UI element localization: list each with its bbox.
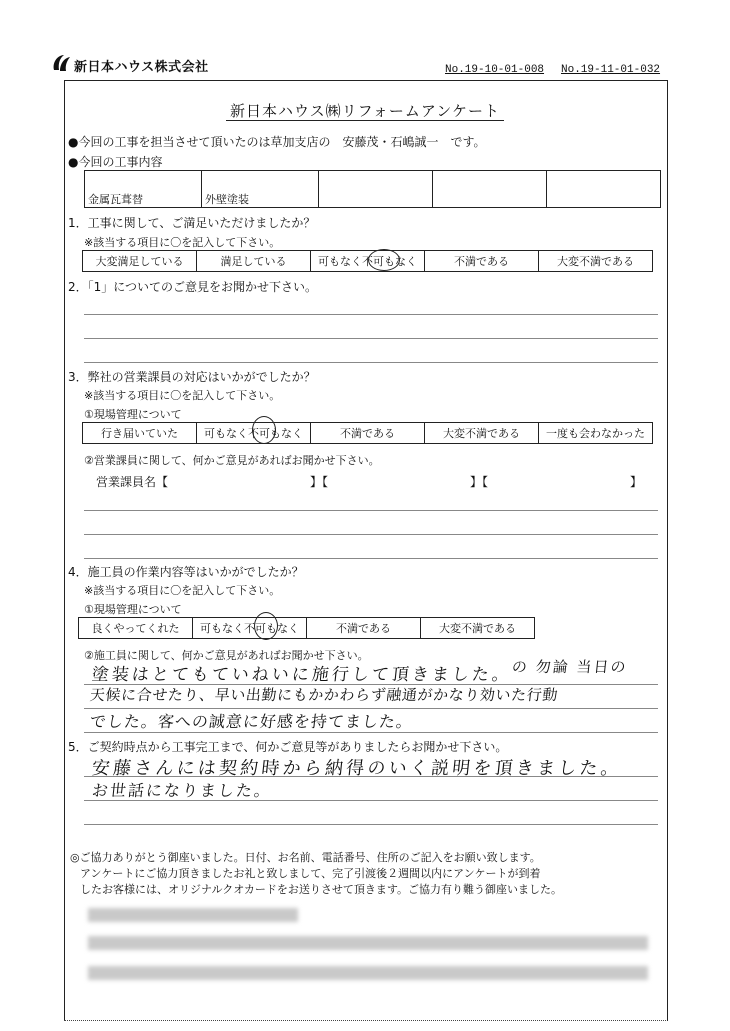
q4-subheading-site: ①現場管理について xyxy=(84,603,182,616)
answer-line xyxy=(84,824,658,825)
q4-options-table xyxy=(78,617,535,639)
q4-option-neutral[interactable]: 可もなく不可もなく xyxy=(193,618,307,639)
q4-option-dissatisfied[interactable]: 不満である xyxy=(307,618,421,639)
work-item-cell xyxy=(433,171,547,208)
q3-option-very-dissatisfied[interactable]: 大変不満である xyxy=(425,423,539,444)
q1-question: 1．工事に関して、ご満足いただけましたか？ xyxy=(68,216,316,230)
answer-line xyxy=(84,510,658,511)
work-heading: ●今回の工事内容 xyxy=(68,155,163,169)
q4-selection-circle xyxy=(254,612,278,640)
form-title-text: 新日本ハウス㈱リフォームアンケート xyxy=(226,102,504,121)
document-number-1: No.19-10-01-008 xyxy=(445,64,545,76)
form-title xyxy=(64,100,666,121)
q5-handwritten-line-1: 安藤さんには契約時から納得のいく説明を頂きました。 xyxy=(90,758,623,779)
staff-line: ●今回の工事を担当させて頂いたのは草加支店の 安藤茂・石嶋誠一 です。 xyxy=(68,135,486,149)
q4-option-good[interactable]: 良くやってくれた xyxy=(79,618,193,639)
work-item-cell xyxy=(319,171,433,208)
q1-option-neutral[interactable]: 可もなく不可もなく xyxy=(311,251,425,272)
q4-handwritten-note: の 勿論 当日の xyxy=(511,658,629,676)
q4-handwritten-line-2: 天候に合せたり、早い出勤にもかかわらず融通がかなり効いた行動 xyxy=(89,686,559,704)
q4-handwritten-line-3: でした。客への誠意に好感を持てました。 xyxy=(88,712,414,731)
q3-instruction: ※該当する項目に〇を記入して下さい。 xyxy=(84,389,281,402)
q1-option-very-satisfied[interactable]: 大変満足している xyxy=(83,251,197,272)
staff-name-label: 営業課員名【 xyxy=(96,475,169,489)
company-logo-icon xyxy=(50,52,72,74)
work-item-cell: 外壁塗装 xyxy=(202,171,319,208)
work-content-row xyxy=(85,171,661,208)
answer-line xyxy=(84,732,658,733)
q3-option-thorough[interactable]: 行き届いていた xyxy=(83,423,197,444)
bottom-border xyxy=(64,1020,666,1021)
answer-line xyxy=(84,534,658,535)
work-content-table xyxy=(84,170,661,208)
staff-name-bracket-end: 】 xyxy=(630,475,643,489)
q1-selection-circle xyxy=(368,249,400,271)
work-item-cell xyxy=(547,171,661,208)
q1-option-dissatisfied[interactable]: 不満である xyxy=(425,251,539,272)
q1-option-satisfied[interactable]: 満足している xyxy=(197,251,311,272)
q3-option-neutral[interactable]: 可もなく不可もなく xyxy=(197,423,311,444)
footer-line-1: ◎ご協力ありがとう御座いました。日付、お名前、電話番号、住所のご記入をお願い致します。 xyxy=(70,851,541,864)
document-number-2: No.19-11-01-032 xyxy=(561,64,661,76)
q3-question: 3．弊社の営業課員の対応はいかがでしたか？ xyxy=(68,370,316,384)
q3-subheading-site: ①現場管理について xyxy=(84,408,182,421)
q3-option-never-met[interactable]: 一度も会わなかった xyxy=(539,423,653,444)
q4-handwritten-line-1: 塗装はとてもていねいに施行して頂きました。 xyxy=(90,665,513,685)
redacted-date xyxy=(88,908,298,922)
q1-instruction: ※該当する項目に〇を記入して下さい。 xyxy=(84,236,281,249)
q3-options-row xyxy=(83,423,653,444)
q3-subheading-staff: ②営業課員に関して、何かご意見があればお聞かせ下さい。 xyxy=(84,454,380,467)
answer-line xyxy=(84,558,658,559)
company-name: 新日本ハウス株式会社 xyxy=(74,60,209,75)
staff-name-bracket-1: 】【 xyxy=(310,475,329,489)
redacted-name-phone xyxy=(88,936,648,950)
q3-selection-circle xyxy=(252,416,276,444)
work-item-cell: 金属瓦葺替 xyxy=(85,171,202,208)
answer-line xyxy=(84,314,658,315)
q4-instruction: ※該当する項目に〇を記入して下さい。 xyxy=(84,584,281,597)
q4-question: 4．施工員の作業内容等はいかがでしたか？ xyxy=(68,565,304,579)
q4-subheading-staff: ②施工員に関して、何かご意見があればお聞かせ下さい。 xyxy=(84,649,369,662)
q4-option-very-dissatisfied[interactable]: 大変不満である xyxy=(421,618,535,639)
q5-question: 5．ご契約時点から工事完工まで、何かご意見等がありましたらお聞かせ下さい。 xyxy=(68,740,508,754)
footer-line-3: したお客様には、オリジナルクオカードをお送りさせて頂きます。ご協力有り難う御座いました。 xyxy=(80,883,563,896)
answer-line xyxy=(84,362,658,363)
redacted-address xyxy=(88,966,648,980)
q4-options-row xyxy=(79,618,535,639)
staff-name-bracket-2: 】【 xyxy=(470,475,489,489)
answer-line xyxy=(84,338,658,339)
q3-options-table xyxy=(82,422,653,444)
q3-option-dissatisfied[interactable]: 不満である xyxy=(311,423,425,444)
q2-question: 2．「1」についてのご意見をお聞かせ下さい。 xyxy=(68,280,318,294)
q1-option-very-dissatisfied[interactable]: 大変不満である xyxy=(539,251,653,272)
footer-line-2: アンケートにご協力頂きましたお礼と致しまして、完了引渡後２週間以内にアンケートが到着 xyxy=(80,867,541,880)
q5-handwritten-line-2: お世話になりました。 xyxy=(90,781,273,800)
